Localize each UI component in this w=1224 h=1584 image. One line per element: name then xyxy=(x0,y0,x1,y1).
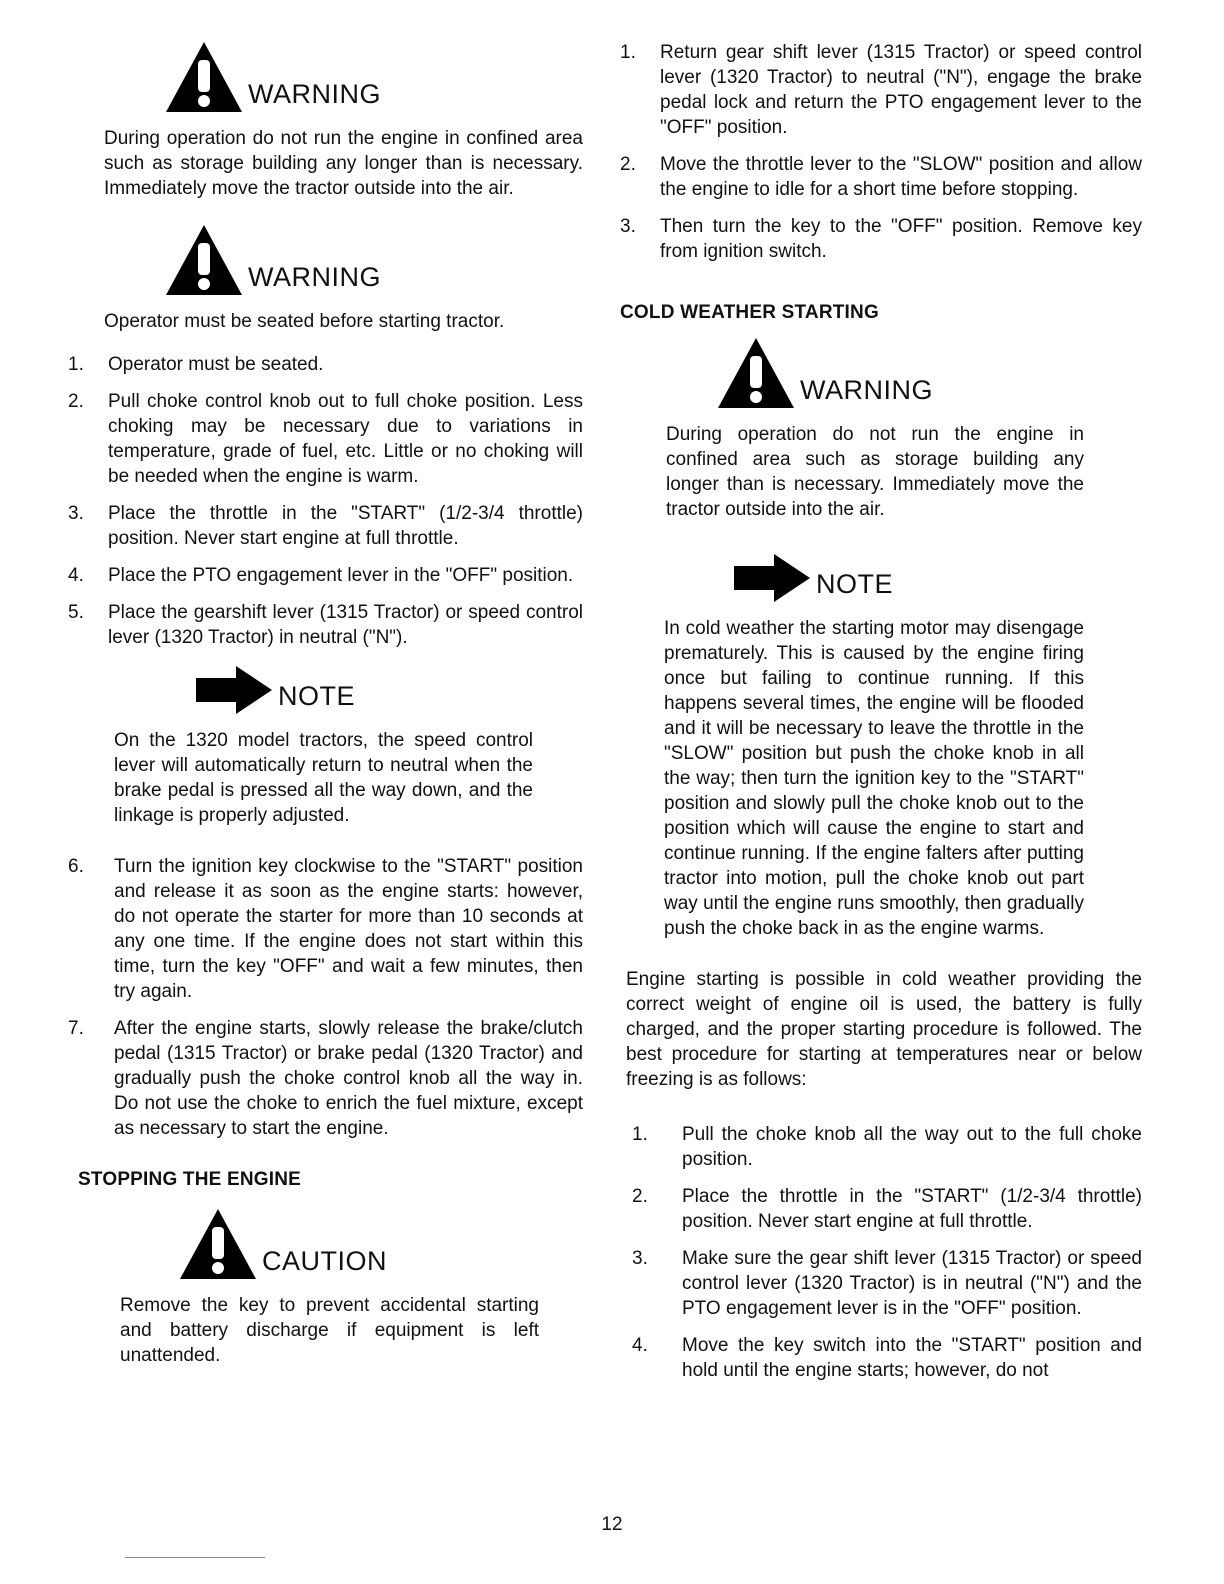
cold-weather-steps xyxy=(620,1122,1142,1383)
warning-title: WARNING xyxy=(800,375,933,405)
cold-weather-intro: Engine starting is possible in cold weather providing the correct weight of engine oil is used, the battery is fully charged, and the proper starting procedure is followed. The best procedure for starting at temperatures near or below freezing is as follows: xyxy=(626,969,1142,1090)
list-item: 1. Operator must be seated. xyxy=(68,354,324,375)
list-item: 3. Make sure the gear shift lever (1315 Tractor) or speed control lever (1320 Tractor) is in neutral ("N") and the PTO engagement lever is in the "OFF" position. xyxy=(632,1248,1142,1319)
warning-header-2 xyxy=(164,223,583,297)
list-item: 2. Place the throttle in the "START" (1/2-3/4 throttle) position. Never start engine at full throttle. xyxy=(632,1186,1142,1232)
note-header xyxy=(194,664,583,716)
warning-text: During operation do not run the engine in confined area such as storage building any longer than is necessary. Immediately move the tractor outside into the air. xyxy=(666,424,1084,520)
right-column xyxy=(620,40,1142,1383)
list-item: 5. Place the gearshift lever (1315 Tractor) or speed control lever (1320 Tractor) in neutral ("N"). xyxy=(68,602,583,648)
list-item: 2. Pull choke control knob out to full choke position. Less choking may be necessary due to variations in temperature, grade of fuel, etc. Little or no choking will be needed when the engine is warm. xyxy=(68,391,583,487)
note-header xyxy=(732,552,1142,604)
warning-icon xyxy=(164,223,244,297)
list-item: 1. Pull the choke knob all the way out to the full choke position. xyxy=(632,1124,1142,1170)
warning-header-3 xyxy=(716,336,1142,410)
section-heading-cold-weather: COLD WEATHER STARTING xyxy=(620,302,879,323)
caution-icon xyxy=(178,1207,258,1281)
warning-icon xyxy=(716,336,796,410)
starting-steps-continued xyxy=(68,854,583,1141)
list-item: 3. Then turn the key to the "OFF" position. Remove key from ignition switch. xyxy=(620,216,1142,262)
note-title: NOTE xyxy=(816,569,894,599)
caution-title: CAUTION xyxy=(262,1246,387,1276)
list-item: 6. Turn the ignition key clockwise to the "START" position and release it as soon as the engine starts: however, do not operate the starter for more than 10 seconds at any one time. If the engine does not start within this time, turn the key "OFF" and wait a few minutes, then try again. xyxy=(68,856,583,1002)
caution-text: Remove the key to prevent accidental starting and battery discharge if equipment is left unattended. xyxy=(120,1295,539,1366)
warning-text: Operator must be seated before starting tractor. xyxy=(104,311,505,332)
note-title: NOTE xyxy=(278,681,356,711)
caution-header xyxy=(178,1207,583,1281)
list-item: 3. Place the throttle in the "START" (1/2-3/4 throttle) position. Never start engine at full throttle. xyxy=(68,503,583,549)
list-item: 4. Move the key switch into the "START" position and hold until the engine starts; however, do not xyxy=(632,1335,1142,1381)
page-number: 12 xyxy=(601,1514,623,1535)
list-item: 1. Return gear shift lever (1315 Tractor) or speed control lever (1320 Tractor) to neutral ("N"), engage the brake pedal lock and return the PTO engagement lever to the "OFF" position. xyxy=(620,42,1142,138)
stopping-steps xyxy=(620,40,1142,264)
arrow-right-icon xyxy=(194,664,274,716)
list-item: 4. Place the PTO engagement lever in the "OFF" position. xyxy=(68,565,574,586)
warning-title: WARNING xyxy=(248,262,381,292)
warning-icon xyxy=(164,40,244,114)
starting-steps xyxy=(68,352,583,650)
section-heading-stopping: STOPPING THE ENGINE xyxy=(78,1169,302,1190)
note-text: On the 1320 model tractors, the speed control lever will automatically return to neutral when the brake pedal is pressed all the way down, and the linkage is properly adjusted. xyxy=(114,730,533,826)
note-text: In cold weather the starting motor may disengage prematurely. This is caused by the engine firing once but failing to continue running. If this happens several times, the engine will be flooded and it will be necessary to leave the throttle in the "SLOW" position but push the choke knob in all the way; then turn the ignition key to the "START" position and slowly pull the choke knob out to the position which will cause the engine to start and continue running. If the engine falters after putting tractor into motion, pull the choke knob out part way until the engine runs smoothly, then gradually push the choke back in as the engine warms. xyxy=(664,618,1085,939)
left-column xyxy=(68,40,583,1368)
warning-title: WARNING xyxy=(248,79,381,109)
list-item: 7. After the engine starts, slowly release the brake/clutch pedal (1315 Tractor) or brake pedal (1320 Tractor) and gradually push the choke control knob all the way in. Do not use the choke to enrich the fuel mixture, except as necessary to start the engine. xyxy=(68,1018,583,1139)
warning-header-1 xyxy=(164,40,583,114)
warning-text: During operation do not run the engine in confined area such as storage building any longer than is necessary. Immediately move the tractor outside into the air. xyxy=(104,128,583,199)
arrow-right-icon xyxy=(732,552,812,604)
list-item: 2. Move the throttle lever to the "SLOW" position and allow the engine to idle for a short time before stopping. xyxy=(620,154,1142,200)
footer-divider xyxy=(125,1557,265,1558)
